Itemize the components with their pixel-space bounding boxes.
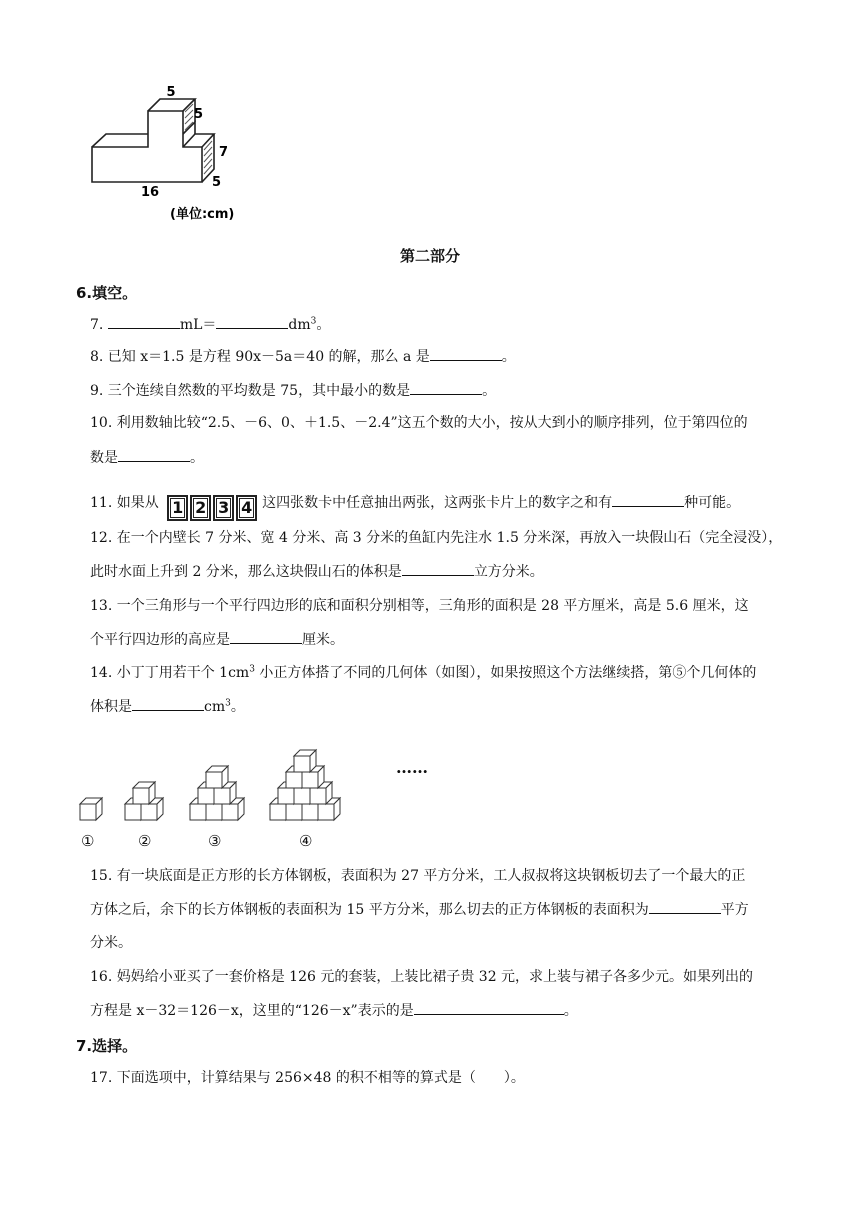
dim-top-width: 5: [166, 85, 176, 100]
unit-caption: (单位:cm): [170, 207, 235, 222]
cube-4-3-0: [294, 750, 316, 772]
q6-heading: 6.填空。: [76, 284, 138, 302]
answer-blank-10[interactable]: [118, 447, 190, 462]
cube-2-1-0: [133, 782, 155, 804]
question-12: 12. 在一个内壁长 7 分米、宽 4 分米、高 3 分米的鱼缸内先注水 1.5 分米深，再放入一块假山石（完全浸没），: [90, 530, 783, 546]
question-12-cont: 此时水面上升到 2 分米，那么这块假山石的体积是 立方分米。: [90, 561, 544, 582]
cube-ellipsis: ……: [396, 758, 428, 777]
composite-solid-figure: [86, 84, 266, 229]
answer-blank-12[interactable]: [402, 561, 474, 576]
dim-top-depth: 5: [194, 107, 204, 122]
question-15-cont2: 分米。: [90, 935, 132, 951]
number-card-1: 1: [167, 495, 188, 521]
question-7: 7. $mL= dm^3$。: [90, 314, 330, 335]
figure-label-4: ④: [299, 832, 313, 850]
q7-heading: 7.选择。: [76, 1037, 138, 1055]
question-10-cont: 数是 。: [90, 447, 204, 468]
figure-label-2: ②: [138, 832, 152, 850]
dim-right-depth: 5: [212, 175, 222, 190]
question-16: 16. 妈妈给小亚买了一套价格是 126 元的套装，上装比裙子贵 32 元，求上装与裙子各多少元。如果列出的: [90, 969, 754, 985]
question-17: 17. 下面选项中，计算结果与 256×48 的积不相等的算式是（ ）。: [90, 1070, 525, 1086]
answer-blank-11[interactable]: [612, 492, 684, 507]
answer-blank-7b[interactable]: [216, 314, 288, 329]
question-11: 11. 如果从 1 2 3 4 这四张数卡中任意抽出两张，这两张卡片上的数字之和有 种可能。: [90, 492, 740, 521]
dim-right-height: 7: [219, 145, 229, 160]
number-card-2: 2: [190, 495, 211, 521]
question-13: 13. 一个三角形与一个平行四边形的底和面积分别相等，三角形的面积是 28 平方厘米，高是 5.6 厘米，这: [90, 598, 749, 614]
dim-bottom-length: 16: [140, 185, 160, 200]
number-cards: [167, 495, 259, 521]
answer-blank-7a[interactable]: [108, 314, 180, 329]
cube-1-0-0: [80, 798, 102, 820]
number-card-4: 4: [236, 495, 257, 521]
cube-3-2-0: [206, 766, 228, 788]
question-15-cont: 方体之后，余下的长方体钢板的表面积为 15 平方分米，那么切去的正方体钢板的表面积为 平方: [90, 899, 749, 920]
question-16-cont: 方程是 x－32＝126－x，这里的“126－x”表示的是 。: [90, 1000, 578, 1021]
question-10: 10. 利用数轴比较“2.5、－6、0、＋1.5、－2.4”这五个数的大小，按从大到小的顺序排列，位于第四位的: [90, 415, 748, 431]
answer-blank-14[interactable]: [132, 696, 204, 711]
question-9: 9. 三个连续自然数的平均数是 75，其中最小的数是 。: [90, 380, 496, 401]
question-13-cont: 个平行四边形的高应是 厘米。: [90, 629, 344, 650]
answer-blank-8[interactable]: [430, 346, 502, 361]
question-14: 14. 小丁丁用若干个 $1cm^3$ 小正方体搭了不同的几何体（如图），如果按照这个方法继续搭，第⑤个几何体的: [90, 664, 757, 681]
figure-label-3: ③: [208, 832, 222, 850]
answer-blank-13[interactable]: [230, 629, 302, 644]
question-15: 15. 有一块底面是正方形的长方体钢板，表面积为 27 平方分米，工人叔叔将这块钢板切去了一个最大的正: [90, 868, 746, 884]
answer-blank-16[interactable]: [414, 1000, 564, 1015]
question-14-cont: 体积是 $cm^3$。: [90, 696, 245, 717]
figure-label-1: ①: [81, 832, 95, 850]
section-title: 第二部分: [399, 247, 460, 265]
answer-blank-15[interactable]: [649, 899, 721, 914]
answer-blank-9[interactable]: [410, 380, 482, 395]
question-8: 8. 已知 x＝1.5 是方程 90x－5a＝40 的解，那么 a 是 。: [90, 346, 516, 367]
cube-stacks-figure: [70, 726, 450, 826]
number-card-3: 3: [213, 495, 234, 521]
